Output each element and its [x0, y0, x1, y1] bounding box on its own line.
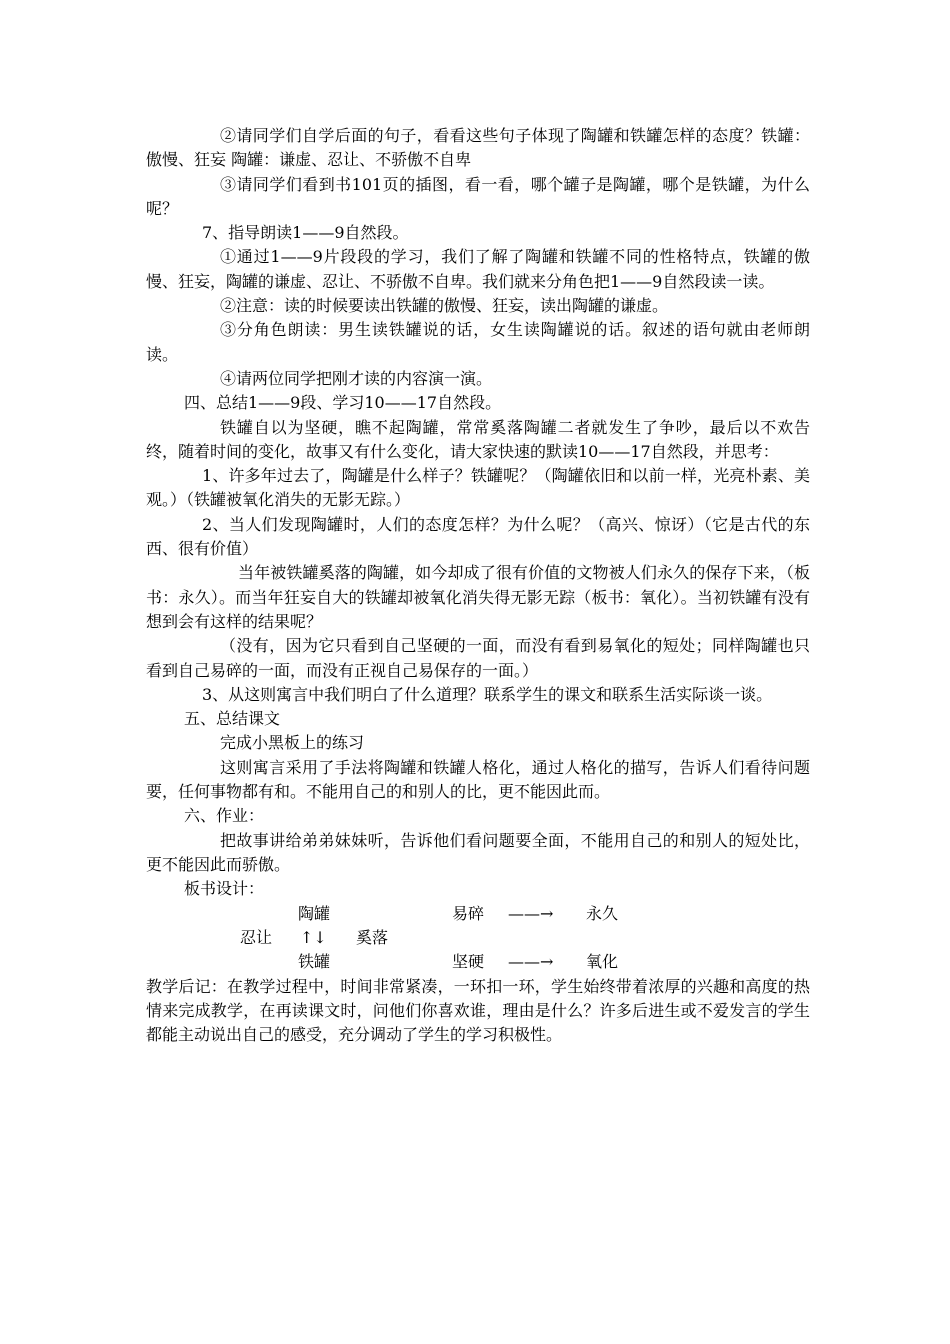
paragraph: ③分角色朗读：男生读铁罐说的话，女生读陶罐说的话。叙述的语句就由老师朗读。: [146, 320, 810, 364]
board-jianying: 坚硬: [452, 951, 485, 971]
section-heading: 六、作业：: [184, 806, 265, 826]
section-heading: 五、总结课文: [184, 709, 281, 729]
paragraph: 完成小黑板上的练习: [220, 733, 365, 753]
paragraph: 2、当人们发现陶罐时，人们的态度怎样？为什么呢？（高兴、惊讶）（它是古代的东西、很有价值）: [146, 514, 810, 559]
board-arrow-icon: ——→: [508, 951, 554, 971]
paragraph: ②注意：读的时候要读出铁罐的傲慢、狂妄，读出陶罐的谦虚。: [220, 296, 669, 316]
paragraph: ③请同学们看到书101页的插图，看一看，哪个罐子是陶罐，哪个是铁罐，为什么呢？: [146, 174, 810, 218]
paragraph: ①通过1——9片段段的学习，我们了解了陶罐和铁罐不同的性格特点，铁罐的傲慢、狂妄，陶罐的谦虚、忍让、不骄傲不自卑。我们就来分角色把1——9自然段读一读。: [146, 247, 810, 291]
board-design-heading: 板书设计：: [184, 879, 265, 899]
up-down-arrow-icon: ↑↓: [300, 927, 327, 947]
board-taoguan: 陶罐: [298, 903, 331, 923]
board-design-diagram: [146, 902, 810, 975]
section-heading: 四、总结1——9段、学习10——17自然段。: [184, 393, 502, 413]
board-tieguan: 铁罐: [298, 951, 331, 971]
paragraph: ④请两位同学把刚才读的内容演一演。: [220, 368, 493, 388]
paragraph: 这则寓言采用了手法将陶罐和铁罐人格化，通过人格化的描写，告诉人们看待问题要，任何事物都有和。不能用自己的和别人的比，更不能因此而。: [146, 757, 810, 802]
paragraph: ②请同学们自学后面的句子，看看这些句子体现了陶罐和铁罐怎样的态度？铁罐：傲慢、狂妄 陶罐：谦虚、忍让、不骄傲不自卑: [146, 126, 810, 170]
paragraph: 3、从这则寓言中我们明白了什么道理？联系学生的课文和联系生活实际谈一谈。: [202, 684, 773, 704]
paragraph: 铁罐自以为坚硬，瞧不起陶罐，常常奚落陶罐二者就发生了争吵，最后以不欢告终，随着时间的变化，故事又有什么变化，请大家快速的默读10——17自然段，并思考：: [146, 417, 810, 461]
paragraph: 当年被铁罐奚落的陶罐，如今却成了很有价值的文物被人们永久的保存下来，（板书：永久）。而当年狂妄自大的铁罐却被氧化消失得无影无踪（板书：氧化）。当初铁罐有没有想到会有这样的结果呢？: [146, 563, 810, 631]
board-renrang: 忍让: [240, 927, 273, 947]
board-yisui: 易碎: [452, 903, 485, 923]
document-body: [146, 124, 810, 1047]
board-arrow-icon: ——→: [508, 903, 554, 923]
paragraph: （没有，因为它只看到自己坚硬的一面，而没有看到易氧化的短处；同样陶罐也只看到自己易碎的一面，而没有正视自己易保存的一面。）: [146, 636, 810, 680]
board-yongjiu: 永久: [586, 903, 619, 923]
paragraph: 7、指导朗读1——9自然段。: [202, 223, 409, 243]
paragraph: 1、许多年过去了，陶罐是什么样子？铁罐呢？（陶罐依旧和以前一样，光亮朴素、美观。）（铁罐被氧化消失的无影无踪。）: [146, 466, 810, 510]
paragraph: 把故事讲给弟弟妹妹听，告诉他们看问题要全面，不能用自己的和别人的短处比，更不能因此而骄傲。: [146, 830, 810, 874]
board-yanghua: 氧化: [586, 951, 619, 971]
board-xiluo: 奚落: [356, 927, 389, 947]
teaching-afterword: 教学后记：在教学过程中，时间非常紧凑，一环扣一环，学生始终带着浓厚的兴趣和高度的热情来完成教学，在再读课文时，问他们你喜欢谁，理由是什么？许多后进生或不爱发言的学生都能主动说出自己的感受，充分调动了学生的学习积极性。: [146, 976, 810, 1045]
